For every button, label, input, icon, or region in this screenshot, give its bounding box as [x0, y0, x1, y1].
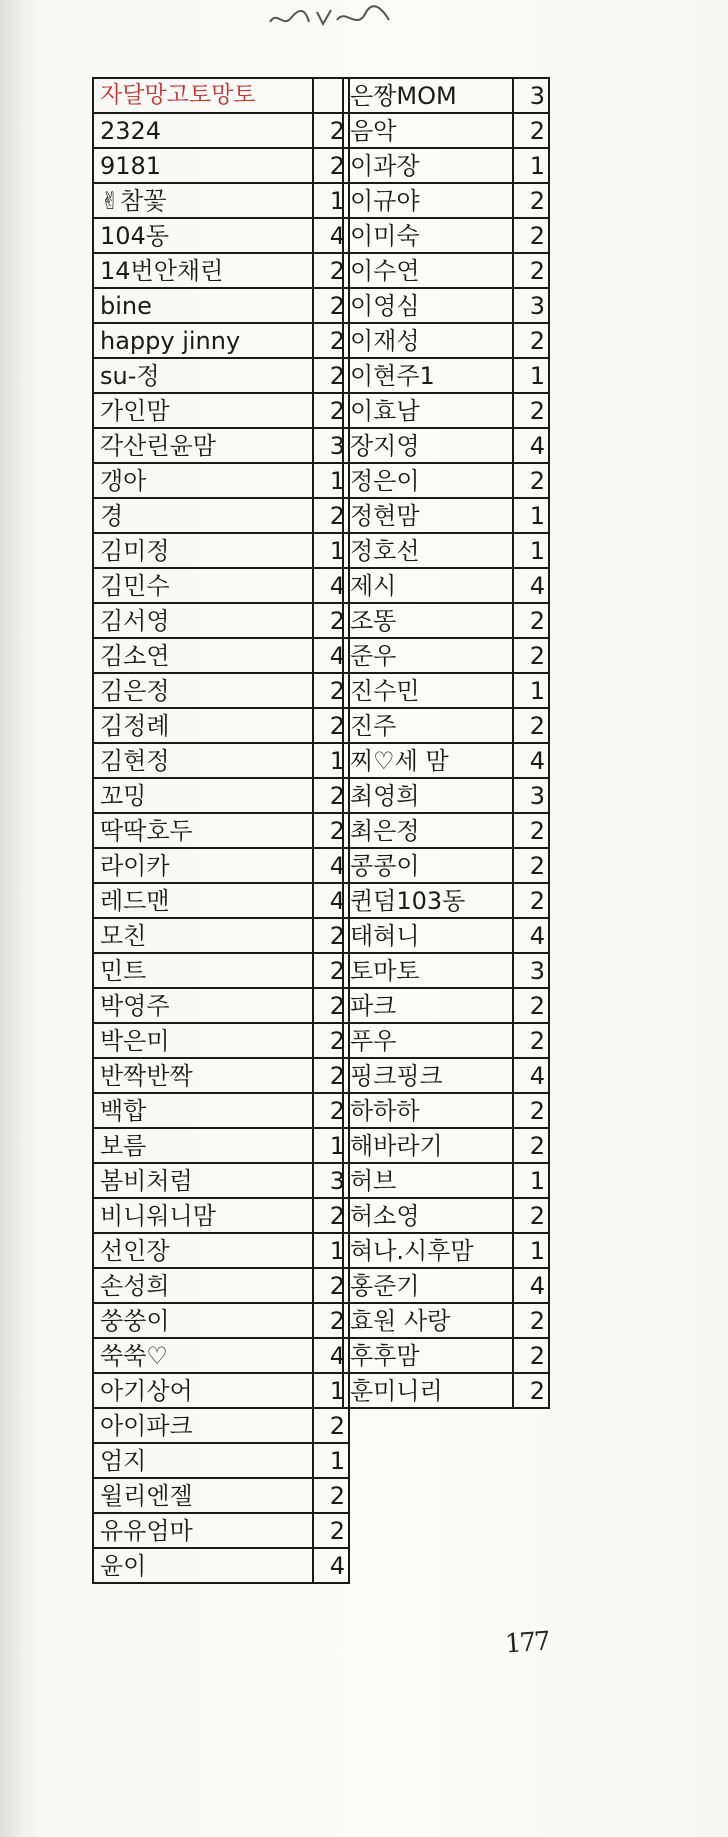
table-row — [343, 813, 549, 848]
member-name-cell: 푸우 — [343, 1023, 513, 1058]
member-name-cell: 박영주 — [93, 988, 313, 1023]
page-edge-shadow — [0, 0, 24, 1837]
count-cell: 2 — [313, 603, 349, 638]
table-row — [343, 883, 549, 918]
table-row — [343, 113, 549, 148]
table-row — [343, 78, 549, 113]
count-cell: 2 — [313, 498, 349, 533]
count-cell: 2 — [313, 358, 349, 393]
table-row — [93, 1373, 349, 1408]
member-name-cell: 허브 — [343, 1163, 513, 1198]
member-name-cell: 토마토 — [343, 953, 513, 988]
count-cell: 2 — [513, 1198, 549, 1233]
member-name-cell: ✌참꽃 — [93, 183, 313, 218]
member-name-cell: 모친 — [93, 918, 313, 953]
member-name-cell: 민트 — [93, 953, 313, 988]
table-row — [343, 918, 549, 953]
count-cell: 1 — [513, 1163, 549, 1198]
member-name-cell: 이규야 — [343, 183, 513, 218]
member-name-cell: 태혀니 — [343, 918, 513, 953]
table-row — [343, 323, 549, 358]
count-cell: 2 — [313, 988, 349, 1023]
table-row — [343, 1128, 549, 1163]
member-name-cell: 김미정 — [93, 533, 313, 568]
member-name-cell: 김소연 — [93, 638, 313, 673]
member-name-cell: 훈미니리 — [343, 1373, 513, 1408]
member-name-cell: su-정 — [93, 358, 313, 393]
table-row — [343, 1373, 549, 1408]
member-name-cell: 하하하 — [343, 1093, 513, 1128]
table-row — [93, 358, 349, 393]
member-name-cell: 김정례 — [93, 708, 313, 743]
count-cell: 2 — [513, 603, 549, 638]
table-row — [343, 1198, 549, 1233]
member-name-cell: happy jinny — [93, 323, 313, 358]
count-cell: 2 — [313, 1268, 349, 1303]
count-cell: 2 — [513, 113, 549, 148]
handwritten-scribble — [265, 0, 395, 30]
member-name-cell: 장지영 — [343, 428, 513, 463]
table-row — [93, 1443, 349, 1478]
member-name-cell: 준우 — [343, 638, 513, 673]
count-cell: 2 — [513, 1338, 549, 1373]
member-name-cell: 이미숙 — [343, 218, 513, 253]
table-title: 자달망고토망토 — [93, 78, 313, 113]
member-name-cell: 최은정 — [343, 813, 513, 848]
member-name-cell: 딱딱호두 — [93, 813, 313, 848]
table-row — [343, 533, 549, 568]
count-cell: 3 — [513, 288, 549, 323]
table-row — [93, 1058, 349, 1093]
count-cell: 2 — [313, 673, 349, 708]
count-cell: 2 — [513, 1128, 549, 1163]
table-row — [93, 113, 349, 148]
table-row — [93, 918, 349, 953]
table-row — [343, 393, 549, 428]
count-cell: 1 — [513, 358, 549, 393]
count-cell: 4 — [513, 428, 549, 463]
count-cell: 1 — [313, 1128, 349, 1163]
member-name-cell: 갱아 — [93, 463, 313, 498]
table-row — [93, 463, 349, 498]
member-name-cell: 반짝반짝 — [93, 1058, 313, 1093]
count-cell: 2 — [313, 1408, 349, 1443]
table-row — [93, 1233, 349, 1268]
table-row — [343, 498, 549, 533]
member-name-cell: 9181 — [93, 148, 313, 183]
table-row — [343, 708, 549, 743]
member-name-cell: 보름 — [93, 1128, 313, 1163]
table-row — [93, 1408, 349, 1443]
count-cell: 1 — [313, 183, 349, 218]
table-row — [343, 638, 549, 673]
member-name-cell: 혀나.시후맘 — [343, 1233, 513, 1268]
member-name-cell: 정호선 — [343, 533, 513, 568]
count-cell: 2 — [313, 253, 349, 288]
member-name-cell: 유유엄마 — [93, 1513, 313, 1548]
table-row — [343, 673, 549, 708]
member-name-cell: 봄비처럼 — [93, 1163, 313, 1198]
table-row — [93, 1128, 349, 1163]
member-name-cell: 진주 — [343, 708, 513, 743]
member-name-cell: 효원 사랑 — [343, 1303, 513, 1338]
member-name-cell: 쑹쑹이 — [93, 1303, 313, 1338]
member-name-cell: 이재성 — [343, 323, 513, 358]
table-row — [343, 148, 549, 183]
member-name-cell: 은짱MOM — [343, 78, 513, 113]
count-cell: 2 — [513, 813, 549, 848]
count-cell: 1 — [513, 673, 549, 708]
table-row — [93, 1268, 349, 1303]
table-row — [93, 883, 349, 918]
member-name-cell: 비니워니맘 — [93, 1198, 313, 1233]
table-row — [93, 953, 349, 988]
count-cell: 2 — [513, 1023, 549, 1058]
member-name-cell: 허소영 — [343, 1198, 513, 1233]
count-cell: 1 — [513, 1233, 549, 1268]
table-row — [343, 953, 549, 988]
member-name-cell: 김민수 — [93, 568, 313, 603]
count-cell: 1 — [313, 1443, 349, 1478]
count-cell: 4 — [513, 568, 549, 603]
count-cell: 4 — [513, 1058, 549, 1093]
member-name-cell: 이과장 — [343, 148, 513, 183]
count-cell: 1 — [513, 533, 549, 568]
member-name-cell: 각산린윤맘 — [93, 428, 313, 463]
table-row — [93, 218, 349, 253]
member-name-cell: 가인맘 — [93, 393, 313, 428]
table-row — [93, 1338, 349, 1373]
ranking-table-right — [342, 77, 550, 1409]
table-row — [343, 743, 549, 778]
member-name-cell: 꼬밍 — [93, 778, 313, 813]
table-row — [93, 743, 349, 778]
table-row — [93, 183, 349, 218]
count-cell: 4 — [313, 218, 349, 253]
count-cell: 2 — [313, 778, 349, 813]
table-row — [93, 253, 349, 288]
count-cell: 1 — [313, 1373, 349, 1408]
count-cell: 2 — [313, 1093, 349, 1128]
table-row — [93, 323, 349, 358]
count-cell: 3 — [513, 778, 549, 813]
table-row — [343, 1163, 549, 1198]
member-name-cell: 최영희 — [343, 778, 513, 813]
count-cell: 2 — [513, 848, 549, 883]
member-name-cell: 진수민 — [343, 673, 513, 708]
table-row — [343, 463, 549, 498]
table-row — [343, 848, 549, 883]
count-cell: 2 — [313, 1198, 349, 1233]
member-name-cell: 핑크핑크 — [343, 1058, 513, 1093]
count-cell: 2 — [513, 253, 549, 288]
count-cell: 3 — [313, 1163, 349, 1198]
member-name-cell: 퀸덤103동 — [343, 883, 513, 918]
table-row — [93, 1023, 349, 1058]
member-name-cell: 14번안채린 — [93, 253, 313, 288]
ranking-table-left — [92, 77, 350, 1584]
member-name-cell: 김은정 — [93, 673, 313, 708]
count-cell: 2 — [313, 1023, 349, 1058]
table-row — [93, 288, 349, 323]
member-name-cell: 음악 — [343, 113, 513, 148]
member-name-cell: 후후맘 — [343, 1338, 513, 1373]
count-cell: 4 — [513, 918, 549, 953]
table-row — [343, 218, 549, 253]
member-name-cell: 2324 — [93, 113, 313, 148]
count-cell: 2 — [313, 1058, 349, 1093]
table-row — [93, 1303, 349, 1338]
count-cell: 3 — [513, 78, 549, 113]
count-cell: 4 — [313, 568, 349, 603]
count-cell: 4 — [513, 1268, 549, 1303]
table-row — [93, 1163, 349, 1198]
table-row — [93, 568, 349, 603]
count-cell: 1 — [313, 533, 349, 568]
count-cell: 1 — [513, 498, 549, 533]
count-cell: 2 — [513, 1373, 549, 1408]
member-name-cell: 김서영 — [93, 603, 313, 638]
count-cell: 2 — [513, 393, 549, 428]
table-row — [343, 1093, 549, 1128]
table-row — [93, 673, 349, 708]
table-row — [343, 428, 549, 463]
table-row — [343, 288, 549, 323]
table-row — [93, 1478, 349, 1513]
table-header-row — [93, 78, 349, 113]
member-name-cell: 이효남 — [343, 393, 513, 428]
count-cell: 2 — [313, 953, 349, 988]
count-cell: 2 — [313, 1513, 349, 1548]
member-name-cell: 윌리엔젤 — [93, 1478, 313, 1513]
table-row — [343, 778, 549, 813]
count-cell: 2 — [313, 708, 349, 743]
table-row — [343, 603, 549, 638]
member-name-cell: 104동 — [93, 218, 313, 253]
count-cell: 2 — [513, 988, 549, 1023]
member-name-cell: 조똥 — [343, 603, 513, 638]
table-row — [343, 1338, 549, 1373]
member-name-cell: 아이파크 — [93, 1408, 313, 1443]
count-cell: 1 — [313, 463, 349, 498]
count-cell: 2 — [513, 1303, 549, 1338]
table-row — [343, 1233, 549, 1268]
table-row — [343, 358, 549, 393]
table-row — [93, 428, 349, 463]
member-name-cell: 이수연 — [343, 253, 513, 288]
count-cell: 4 — [313, 848, 349, 883]
member-name-cell: 찌♡세 맘 — [343, 743, 513, 778]
member-name-cell: bine — [93, 288, 313, 323]
table-row — [93, 1093, 349, 1128]
member-name-cell: 레드맨 — [93, 883, 313, 918]
table-row — [93, 1548, 349, 1583]
count-cell: 2 — [513, 183, 549, 218]
count-cell: 2 — [513, 1093, 549, 1128]
member-name-cell: 정은이 — [343, 463, 513, 498]
table-row — [343, 1058, 549, 1093]
table-row — [93, 778, 349, 813]
count-cell: 4 — [313, 638, 349, 673]
count-cell: 2 — [513, 218, 549, 253]
count-cell: 4 — [313, 883, 349, 918]
table-row — [343, 568, 549, 603]
count-cell: 3 — [513, 953, 549, 988]
table-row — [93, 498, 349, 533]
count-cell: 2 — [513, 323, 549, 358]
count-cell: 1 — [513, 148, 549, 183]
table-row — [343, 988, 549, 1023]
count-cell: 2 — [513, 463, 549, 498]
table-row — [343, 1303, 549, 1338]
member-name-cell: 백합 — [93, 1093, 313, 1128]
count-cell: 2 — [313, 1478, 349, 1513]
member-name-cell: 경 — [93, 498, 313, 533]
table-row — [343, 1268, 549, 1303]
member-name-cell: 아기상어 — [93, 1373, 313, 1408]
count-cell: 2 — [513, 708, 549, 743]
count-cell: 4 — [313, 1548, 349, 1583]
member-name-cell: 윤이 — [93, 1548, 313, 1583]
member-name-cell: 정현맘 — [343, 498, 513, 533]
member-name-cell: 제시 — [343, 568, 513, 603]
count-cell: 2 — [313, 813, 349, 848]
member-name-cell: 손성희 — [93, 1268, 313, 1303]
table-row — [93, 813, 349, 848]
table-row — [93, 988, 349, 1023]
member-name-cell: 김현정 — [93, 743, 313, 778]
member-name-cell: 엄지 — [93, 1443, 313, 1478]
count-cell: 2 — [313, 113, 349, 148]
count-cell: 1 — [313, 743, 349, 778]
count-cell: 1 — [313, 1233, 349, 1268]
member-name-cell: 라이카 — [93, 848, 313, 883]
table-row — [343, 1023, 549, 1058]
member-name-cell: 선인장 — [93, 1233, 313, 1268]
table-row — [93, 148, 349, 183]
table-row — [93, 393, 349, 428]
count-cell: 4 — [313, 1338, 349, 1373]
count-cell: 2 — [313, 1303, 349, 1338]
table-row — [343, 183, 549, 218]
count-cell: 2 — [513, 638, 549, 673]
member-name-cell: 홍준기 — [343, 1268, 513, 1303]
table-row — [93, 638, 349, 673]
count-cell: 2 — [313, 288, 349, 323]
count-cell: 4 — [513, 743, 549, 778]
table-row — [93, 533, 349, 568]
count-cell: 2 — [313, 148, 349, 183]
count-cell: 3 — [313, 428, 349, 463]
count-cell: 2 — [513, 883, 549, 918]
table-row — [93, 848, 349, 883]
member-name-cell: 박은미 — [93, 1023, 313, 1058]
count-cell: 2 — [313, 393, 349, 428]
table-row — [93, 1198, 349, 1233]
table-row — [343, 253, 549, 288]
member-name-cell: 파크 — [343, 988, 513, 1023]
member-name-cell: 해바라기 — [343, 1128, 513, 1163]
count-cell: 2 — [313, 918, 349, 953]
member-name-cell: 쑥쑥♡ — [93, 1338, 313, 1373]
count-cell: 2 — [313, 323, 349, 358]
table-row — [93, 603, 349, 638]
handwritten-total: 177 — [504, 1626, 550, 1660]
member-name-cell: 이영심 — [343, 288, 513, 323]
member-name-cell: 이현주1 — [343, 358, 513, 393]
table-row — [93, 1513, 349, 1548]
member-name-cell: 콩콩이 — [343, 848, 513, 883]
table-row — [93, 708, 349, 743]
